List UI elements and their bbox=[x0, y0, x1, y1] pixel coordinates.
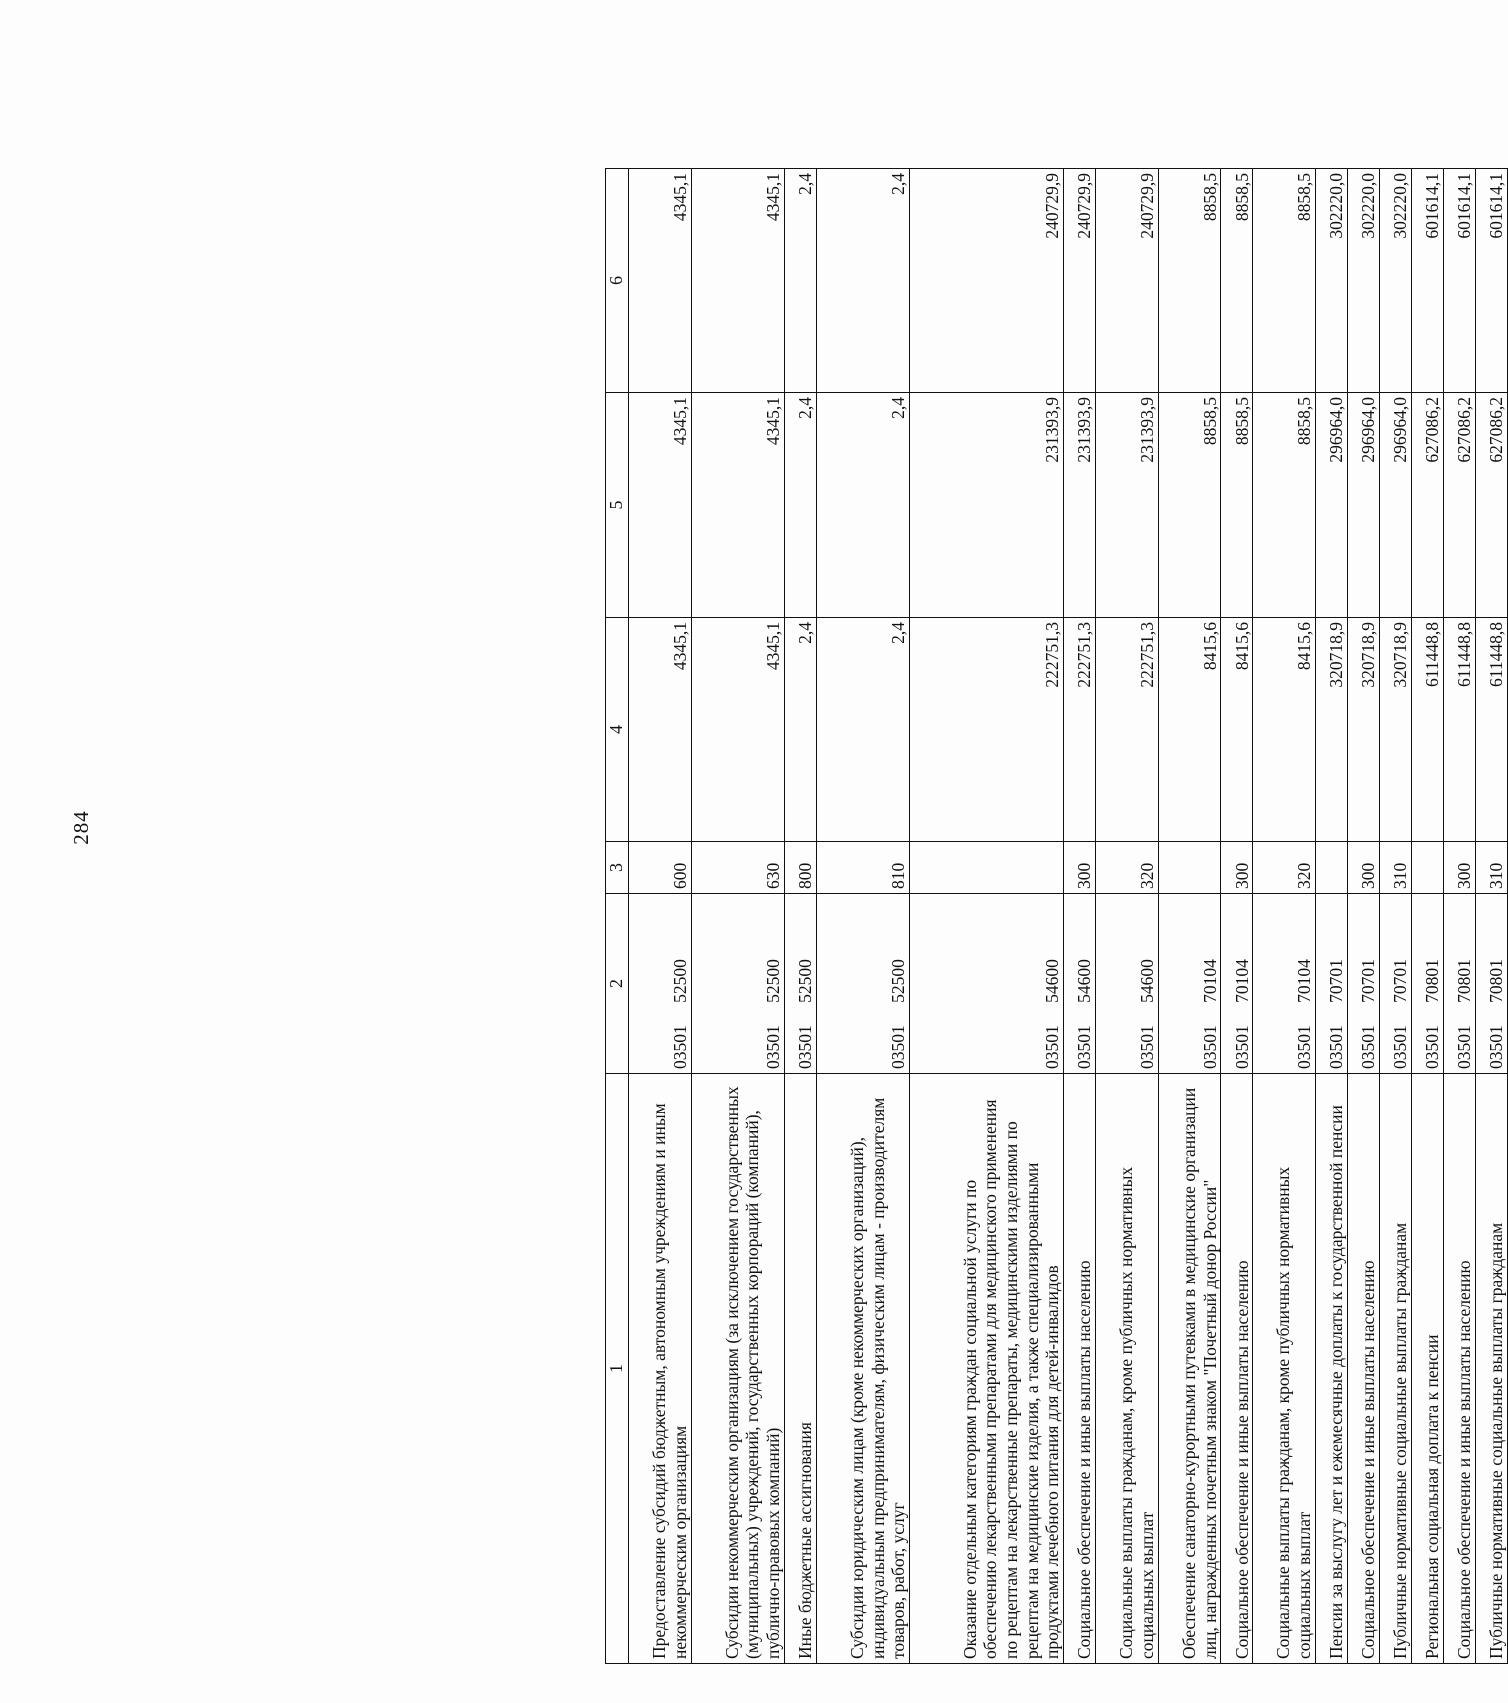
row-name: Региональная социальная доплата к пенсии bbox=[1411, 1074, 1443, 1664]
header-col-6: 6 bbox=[606, 169, 629, 393]
row-value-col4: 4345,1 bbox=[629, 618, 692, 842]
row-name: Публичные нормативные социальные выплаты гражданам bbox=[1379, 1074, 1411, 1664]
row-value-col5: 8858,5 bbox=[1221, 393, 1253, 618]
row-vr: 810 bbox=[816, 842, 909, 894]
table-row bbox=[1221, 169, 1253, 1664]
row-vr: 800 bbox=[784, 842, 816, 894]
table-row bbox=[1347, 169, 1379, 1664]
table-row bbox=[1315, 169, 1347, 1664]
row-value-col5: 231393,9 bbox=[909, 393, 1063, 618]
row-value-col4: 2,4 bbox=[816, 618, 909, 842]
row-value-col4: 611448,8 bbox=[1411, 618, 1443, 842]
row-value-col4: 222751,3 bbox=[1064, 618, 1096, 842]
row-name: Социальное обеспечение и иные выплаты населению bbox=[1064, 1074, 1096, 1664]
row-value-col4: 8415,6 bbox=[1158, 618, 1221, 842]
row-value-col4: 611448,8 bbox=[1443, 618, 1475, 842]
row-code: 03501 54600 bbox=[909, 894, 1063, 1074]
table-row bbox=[1379, 169, 1411, 1664]
row-value-col6: 302220,0 bbox=[1379, 169, 1411, 393]
row-name: Социальные выплаты гражданам, кроме публичных нормативных социальных выплат bbox=[1096, 1074, 1159, 1664]
row-name: Социальное обеспечение и иные выплаты населению bbox=[1443, 1074, 1475, 1664]
row-code: 03501 70701 bbox=[1347, 894, 1379, 1074]
row-vr: 300 bbox=[1443, 842, 1475, 894]
row-vr: 300 bbox=[1221, 842, 1253, 894]
row-code: 03501 70104 bbox=[1221, 894, 1253, 1074]
row-vr bbox=[909, 842, 1063, 894]
row-vr: 310 bbox=[1475, 842, 1507, 894]
row-value-col4: 320718,9 bbox=[1379, 618, 1411, 842]
rotated-table-wrapper bbox=[605, 169, 1508, 1664]
row-vr bbox=[1411, 842, 1443, 894]
row-value-col4: 8415,6 bbox=[1253, 618, 1316, 842]
row-vr bbox=[1158, 842, 1221, 894]
row-name: Социальные выплаты гражданам, кроме публичных нормативных социальных выплат bbox=[1253, 1074, 1316, 1664]
row-code: 03501 70801 bbox=[1443, 894, 1475, 1074]
row-value-col5: 231393,9 bbox=[1064, 393, 1096, 618]
row-value-col6: 240729,9 bbox=[1096, 169, 1159, 393]
row-value-col6: 4345,1 bbox=[629, 169, 692, 393]
row-value-col5: 627086,2 bbox=[1411, 393, 1443, 618]
table-row bbox=[1475, 169, 1507, 1664]
row-value-col6: 2,4 bbox=[816, 169, 909, 393]
row-vr: 300 bbox=[1064, 842, 1096, 894]
row-name: Обеспечение санаторно-курортными путевками в медицинские организации лиц, награжденных почетным знаком "Почетный донор России" bbox=[1158, 1074, 1221, 1664]
row-vr: 320 bbox=[1253, 842, 1316, 894]
row-value-col6: 601614,1 bbox=[1443, 169, 1475, 393]
row-value-col6: 8858,5 bbox=[1253, 169, 1316, 393]
row-name: Социальное обеспечение и иные выплаты населению bbox=[1221, 1074, 1253, 1664]
row-value-col5: 8858,5 bbox=[1253, 393, 1316, 618]
row-code: 03501 70104 bbox=[1158, 894, 1221, 1074]
row-code: 03501 54600 bbox=[1096, 894, 1159, 1074]
row-code: 03501 70801 bbox=[1411, 894, 1443, 1074]
row-value-col5: 2,4 bbox=[784, 393, 816, 618]
row-name: Субсидии юридическим лицам (кроме некоммерческих организаций), индивидуальным предпринимателям, физическим лицам - производителям товаров, работ, услуг bbox=[816, 1074, 909, 1664]
row-value-col4: 320718,9 bbox=[1315, 618, 1347, 842]
table-row bbox=[1253, 169, 1316, 1664]
row-value-col5: 296964,0 bbox=[1315, 393, 1347, 618]
row-code: 03501 52500 bbox=[784, 894, 816, 1074]
row-value-col6: 2,4 bbox=[784, 169, 816, 393]
budget-table bbox=[605, 168, 1508, 1664]
row-value-col4: 4345,1 bbox=[691, 618, 784, 842]
row-value-col4: 222751,3 bbox=[909, 618, 1063, 842]
table-row bbox=[1064, 169, 1096, 1664]
row-code: 03501 52500 bbox=[629, 894, 692, 1074]
row-name: Иные бюджетные ассигнования bbox=[784, 1074, 816, 1664]
row-value-col4: 222751,3 bbox=[1096, 618, 1159, 842]
row-code: 03501 70701 bbox=[1315, 894, 1347, 1074]
row-value-col4: 320718,9 bbox=[1347, 618, 1379, 842]
row-value-col5: 296964,0 bbox=[1379, 393, 1411, 618]
row-vr: 310 bbox=[1379, 842, 1411, 894]
row-name: Субсидии некоммерческим организациям (за исключением государственных (муниципальных) учреждений, государственных корпораций (компаний), публично-правовых компаний) bbox=[691, 1074, 784, 1664]
row-vr: 300 bbox=[1347, 842, 1379, 894]
header-col-1: 1 bbox=[606, 1074, 629, 1664]
table-row bbox=[691, 169, 784, 1664]
row-value-col5: 4345,1 bbox=[629, 393, 692, 618]
row-value-col4: 611448,8 bbox=[1475, 618, 1507, 842]
row-code: 03501 70104 bbox=[1253, 894, 1316, 1074]
row-value-col6: 601614,1 bbox=[1475, 169, 1507, 393]
row-value-col6: 240729,9 bbox=[909, 169, 1063, 393]
header-col-4: 4 bbox=[606, 618, 629, 842]
header-col-2: 2 bbox=[606, 894, 629, 1074]
row-value-col6: 8858,5 bbox=[1221, 169, 1253, 393]
row-value-col4: 8415,6 bbox=[1221, 618, 1253, 842]
row-code: 03501 70801 bbox=[1475, 894, 1507, 1074]
table-row bbox=[909, 169, 1063, 1664]
row-value-col6: 302220,0 bbox=[1315, 169, 1347, 393]
table-row bbox=[784, 169, 816, 1664]
row-value-col6: 240729,9 bbox=[1064, 169, 1096, 393]
header-col-5: 5 bbox=[606, 393, 629, 618]
row-value-col6: 601614,1 bbox=[1411, 169, 1443, 393]
page-number: 284 bbox=[68, 810, 93, 845]
row-value-col5: 2,4 bbox=[816, 393, 909, 618]
row-value-col6: 302220,0 bbox=[1347, 169, 1379, 393]
row-vr: 630 bbox=[691, 842, 784, 894]
row-code: 03501 52500 bbox=[816, 894, 909, 1074]
row-code: 03501 54600 bbox=[1064, 894, 1096, 1074]
row-vr: 600 bbox=[629, 842, 692, 894]
row-value-col6: 4345,1 bbox=[691, 169, 784, 393]
row-name: Пенсии за выслугу лет и ежемесячные доплаты к государственной пенсии bbox=[1315, 1074, 1347, 1664]
row-value-col5: 296964,0 bbox=[1347, 393, 1379, 618]
row-value-col5: 4345,1 bbox=[691, 393, 784, 618]
row-name: Оказание отдельным категориям граждан социальной услуги по обеспечению лекарственными препаратами для медицинского применения по рецептам на лекарственные препараты, медицинскими изделиями по рецептам на медицинские изделия, а также специализированными продуктами лечебного питания для детей-инвалидов bbox=[909, 1074, 1063, 1664]
row-code: 03501 70701 bbox=[1379, 894, 1411, 1074]
row-vr bbox=[1315, 842, 1347, 894]
row-value-col5: 8858,5 bbox=[1158, 393, 1221, 618]
row-value-col4: 2,4 bbox=[784, 618, 816, 842]
row-value-col6: 8858,5 bbox=[1158, 169, 1221, 393]
row-value-col5: 627086,2 bbox=[1443, 393, 1475, 618]
row-code: 03501 52500 bbox=[691, 894, 784, 1074]
table-row bbox=[1411, 169, 1443, 1664]
row-vr: 320 bbox=[1096, 842, 1159, 894]
table-row bbox=[816, 169, 909, 1664]
table-row bbox=[1158, 169, 1221, 1664]
row-value-col5: 627086,2 bbox=[1475, 393, 1507, 618]
row-value-col5: 231393,9 bbox=[1096, 393, 1159, 618]
header-col-3: 3 bbox=[606, 842, 629, 894]
table-row bbox=[1443, 169, 1475, 1664]
table-row bbox=[1096, 169, 1159, 1664]
row-name: Социальное обеспечение и иные выплаты населению bbox=[1347, 1074, 1379, 1664]
header-row bbox=[606, 169, 629, 1664]
row-name: Предоставление субсидий бюджетным, автономным учреждениям и иным некоммерческим организациям bbox=[629, 1074, 692, 1664]
table-row bbox=[629, 169, 692, 1664]
row-name: Публичные нормативные социальные выплаты гражданам bbox=[1475, 1074, 1507, 1664]
